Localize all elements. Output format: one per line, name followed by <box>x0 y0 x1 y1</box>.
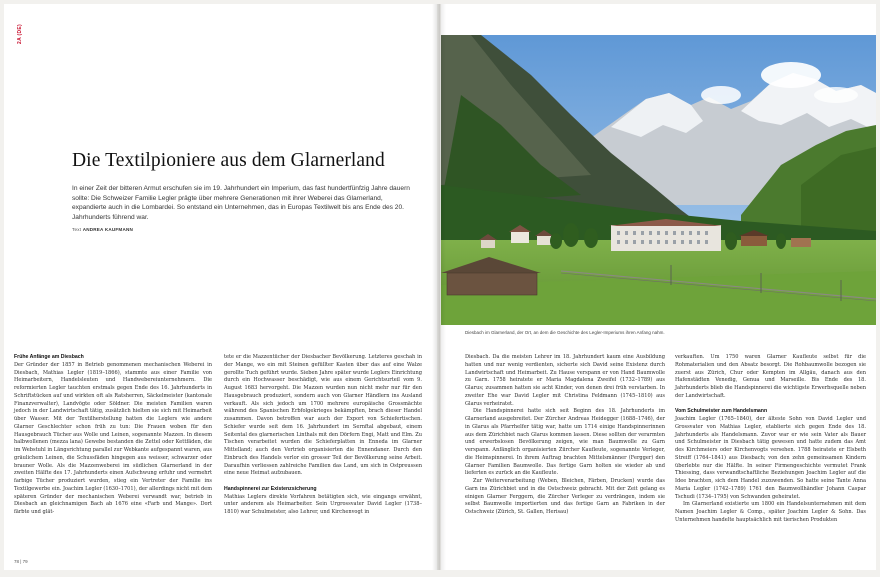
body-text: Zur Weiterverarbeitung (Weben, Bleichen, Färben, Drucken) wurde das Garn ins Zürichbiet und in die Ostschweiz gebracht. Mit der Zeit gelang es einigen Glarner Ferggern, die Zürcher Verleger zu verdrängen, indem sie selbst Baumwolle importierten und das fertige Garn an Fabriken in der Ostschweiz (Zürich, St. Gallen, Herisau) <box>465 478 665 515</box>
landscape-photo <box>441 35 876 325</box>
photo-caption: Diesbach im Glarnerland, der Ort, an dem die Geschichte des Legler-Imperiums ihren Anfang nahm. <box>465 330 665 335</box>
body-text: Die Handspinnerei hatte sich seit Beginn des 18. Jahrhunderts im Glarnerland ausgebreitet. Der Zürcher Andreas Heidegger (1688–1746), der in Glarus als Pfarrhelfer tätig war, hatte um 1714 einige Handspinnerinnen aus dem Zürichbiet nach Glarus kommen lassen. Diese sollten der verarmten und erwerbslosen Bevölkerung zeigen, wie man Baumwolle zu Garn verspann. Anfänglich organisierten Zürcher Kaufleute, sogenannte Verleger, die Heimspinnerei. In ihrem Auftrag brachten Mittelsmänner (Fergger) den Glarner Familien Baumwolle. Das fertige Garn holten sie wieder ab und lieferten es zurück an die Kaufleute. <box>465 408 665 477</box>
body-text: Diesbach. Da die meisten Lehrer im 18. Jahrhundert kaum eine Ausbildung hatten und nur wenig verdienten, sicherte sich David seine Existenz durch Landwirtschaft und Heimarbeit. Zu Hause verspann er von Hand Baumwolle zu Garn. 1758 heiratete er Maria Magdalena Zweifel (1732–1789) aus Glarus; zusammen hatten sie acht Kinder, von denen drei früh verstarben. In zweiter Ehe war David Legler mit Christina Feldmann (1745–1810) aus Glarus verheiratet. <box>465 354 665 407</box>
article-title: Die Textilpioniere aus dem Glarnerland <box>72 150 385 171</box>
subheading-schulmeister: Vom Schulmeister zum Handelsmann <box>675 408 768 415</box>
subheading-fruehe-anfaenge: Frühe Anfänge am Diesbach <box>14 354 84 360</box>
left-page <box>4 4 437 570</box>
spacer <box>675 401 866 409</box>
subheading-handspinnerei: Handspinnerei zur Existenzsicherung <box>224 485 317 492</box>
article-lead: In einer Zeit der bitteren Armut erschufen sie im 19. Jahrhundert ein Imperium, das fast hundertfünfzig Jahre dauern sollte: Die Schweizer Familie Legler prägte über mehrere Generationen mit ihrer Weberei das Glarnerland, expandierte auch in die Lombardei. So entstand ein Unternehmen, das in Europas Textilwelt bis ans Ende des 20. Jahrhunderts führend war. <box>72 185 410 221</box>
spacer <box>224 478 422 486</box>
right-column-2 <box>675 354 866 525</box>
body-text: verkauften. Um 1750 waren Glarner Kaufleute selbst für die Rohmaterialien und den Absatz besorgt. Die Rohbaumwolle bezogen sie zuerst aus Zürich, Chur oder Kempten im Allgäu, danach aus den Hafenstädten Venedig, Genua und Marseille. Bis Ende des 18. Jahrhunderts blieb die Handspinnerei die wichtigste Erwerbsquelle neben der Landwirtschaft. <box>675 354 866 399</box>
byline <box>72 227 133 232</box>
page-numbers: 78 | 79 <box>14 559 28 564</box>
body-text: Im Glarnerland existierte um 1800 ein Handelsunternehmen mit dem Namen Joachim Legler & Comp., später Joachim Legler & Sohn. Das Unternehmen handelte hauptsächlich mit tierischen Produkten <box>675 501 866 523</box>
body-text: Joachim Legler (1765–1840), der älteste Sohn von David Legler und Grossvater von Mathias Legler, etablierte sich gegen Ende des 18. Jahrhunderts als Handelsmann. Zuvor war er wie sein Vater als Bauer und Schulmeister in Diesbach tätig gewesen und hatte zudem das Amt des Kirchmeiers oder Kirchenvogts versehen. 1788 heiratete er Elsbeth Streiff (1764–1841) aus Diesbach; von den zehn gemeinsamen Kindern überlebte nur die Hälfte. In seiner Firmengeschichte vermutet Frank Thiessing, dass verwandtschaftliche Beziehungen Joachim Legler auf die Idee brachten, sich dem Handel zuzuwenden. So hatte seine Tante Anna Maria Legler (1742–1789) 1761 den Baumwollhändler Johann Caspar Tschudi (1734–1795) von Schwanden geheiratet. <box>675 416 866 500</box>
byline-author: ANDREA KAUFMANN <box>82 227 134 232</box>
right-column-1 <box>465 354 665 517</box>
left-column-1 <box>14 354 212 517</box>
left-column-2 <box>224 354 422 517</box>
body-text: Mathias Leglers direkte Vorfahren betätigten sich, wie eingangs erwähnt, unter anderem als Heimarbeiter. Sein Urgrossvater David Legler (1738–1810) war Schulmeister, also Lehrer, und Kirchenvogt in <box>224 493 422 515</box>
byline-prefix: Text <box>72 227 82 232</box>
body-text: tete er die Mazzentücher der Diesbacher Bevölkerung. Letzteres geschah in der Mange, wo ein mit Steinen gefüllter Kasten über das auf eine Walze gerollte Tuch geführt wurde. Sieben Jahre später wurde Leglers Einrichtung durch ein Hochwasser beschädigt, wie aus einem Gerichtsurteil vom 9. August 1683 hervorgeht. Die Mazzen wurden nun nicht mehr nur für den Hausgebrauch produziert, sondern auch von Glarner Händlern ins Ausland verkauft. Als sich jedoch um 1700 mehrere europäische Grossmächte während des Spanischen Erbfolgekrieges bekämpften, brach dieser Handel zusammen. Davon betroffen war auch der Export von Schiefertischen. Schiefer wurde seit dem 16. Jahrhundert im Sernftal abgebaut, einem Seitental des glarnerischen Linthals mit den Dörfern Engi, Matt und Elm. Zu Tischen verarbeitet wurden die Schieferplatten in Enneda im Glarner Mittelland; auch den Vertrieb organisierten die Ennendaner. Durch den Einbruch des Handels verlor ein grosser Teil der Bevölkerung seine Arbeit. Daraufhin verliessen zahlreiche Familien das Land, um sich in Ostpreussen eine neue Heimat aufzubauen. <box>224 354 422 477</box>
body-text: Der Gründer der 1857 in Betrieb genommenen mechanischen Weberei in Diesbach, Mathias Legler (1819–1866), stammte aus einer Familie von Heimarbeitern, Handelsleuten und Handwebereiunternehmern. Die reformierten Legler tauchten erstmals gegen Ende des 16. Jahrhunderts in Schriftstücken auf und wirkten oft als Ratsherren, Säckelmeister (kantonale Finanzverwalter), Landvögte oder Söldner. Die meisten Familien waren jedoch in der Landwirtschaft tätig, zusätzlich hielten sie sich mit Heimarbeit über Wasser. Mit der Textilherstellung hatten die Leglers wie andere Glarner Geschlechter schon früh zu tun: Die Frauen woben für den Hausgebrauch Tücher aus Wolle und Leinen, sogenannte Mazzen. In diesem halbwollenen (mezza lana) Gewebe bestanden die Zettel oder Kettfäden, die im Webstuhl in Längsrichtung parallel zur Webkante aufgespannt waren, aus gräulichem Leinen, die Schussfäden hingegen aus weisser, schwarzer oder brauner Wolle. Als die Mazzenweberei im südlichen Glarnerland in der zweiten Hälfte des 17. Jahrhunderts einen Aufschwung erfuhr und vermehrt farbige Tücher produziert wurden, stieg ein Vertreter der Familie ins Textilgewerbe ein. Joachim Legler (1630–1701), der allerdings nicht mit dem späteren Gründer der mechanischen Weberei verwandt war, betrieb in Diesbach an gleichnamigen Bach ab 1676 eine «Farb und Mange». Dort färbte und glät- <box>14 361 212 515</box>
section-tag: 2A (DE) <box>17 24 23 44</box>
right-page <box>441 4 876 570</box>
